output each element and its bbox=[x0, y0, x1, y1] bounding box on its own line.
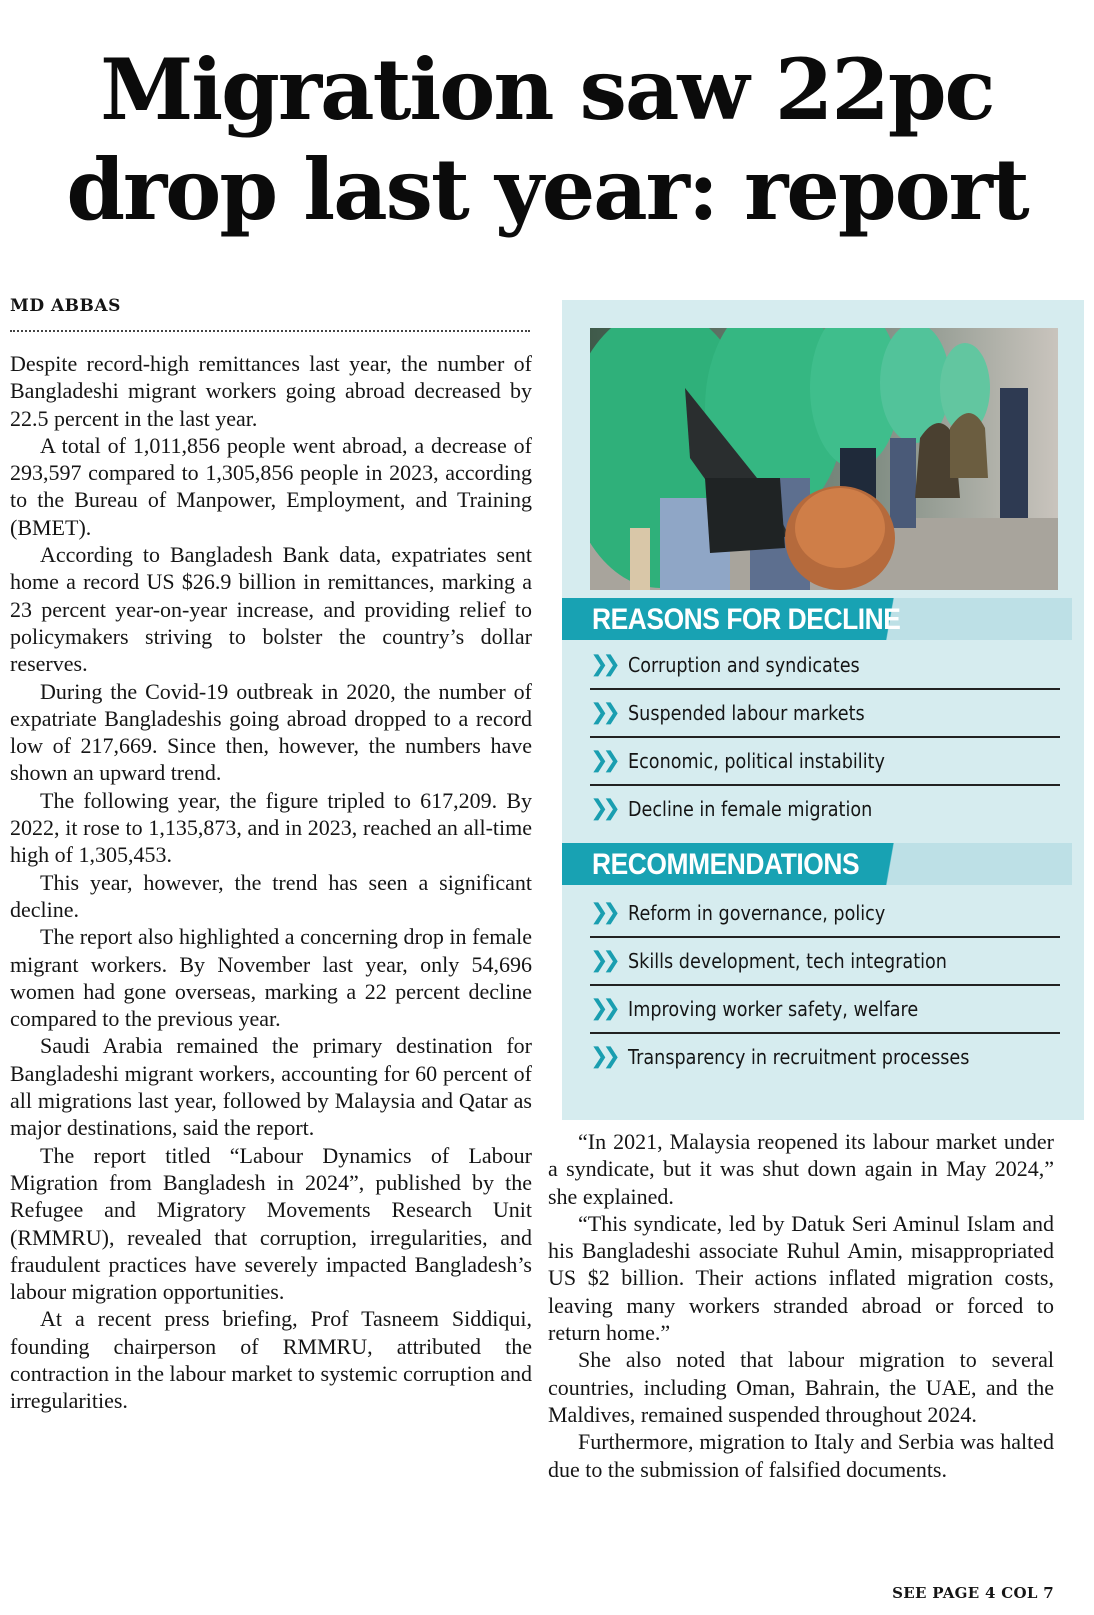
headline bbox=[0, 40, 1094, 240]
list-item bbox=[590, 1034, 1060, 1080]
continuation-jump[interactable]: SEE PAGE 4 COL 7 bbox=[892, 1584, 1054, 1602]
list-item bbox=[590, 890, 1060, 938]
list-item bbox=[590, 986, 1060, 1034]
double-chevron-icon: ❯❯ bbox=[590, 748, 615, 773]
paragraph: During the Covid-19 outbreak in 2020, the number of expatriate Bangladeshis going abroad dropped to a record low of 217,669. Since then, however, the numbers have shown an upward trend. bbox=[10, 678, 532, 786]
byline-divider bbox=[10, 330, 530, 332]
list-item-label: Suspended labour markets bbox=[628, 701, 865, 725]
list-item-label: Improving worker safety, welfare bbox=[628, 997, 919, 1021]
paragraph: She also noted that labour migration to several countries, including Oman, Bahrain, the UAE, and the Maldives, remained suspended throughout 2024. bbox=[548, 1347, 1054, 1427]
reasons-header bbox=[562, 598, 1072, 640]
headline-line-1: Migration saw 22pc bbox=[100, 40, 994, 139]
list-item-label: Decline in female migration bbox=[628, 797, 873, 821]
double-chevron-icon: ❯❯ bbox=[590, 996, 615, 1021]
list-item bbox=[590, 690, 1060, 738]
double-chevron-icon: ❯❯ bbox=[590, 1044, 615, 1069]
paragraph: At a recent press briefing, Prof Tasneem Siddiqui, founding chairperson of RMMRU, attributed the contraction in the labour market to systemic corruption and irregularities. bbox=[10, 1306, 532, 1414]
double-chevron-icon: ❯❯ bbox=[590, 652, 615, 677]
paragraph: Despite record-high remittances last year, the number of Bangladeshi migrant workers going abroad decreased by 22.5 percent in the last year. bbox=[10, 351, 532, 431]
paragraph: The report also highlighted a concerning drop in female migrant workers. By November last year, only 54,696 women had gone overseas, marking a 22 percent decline compared to the previous year. bbox=[10, 924, 532, 1032]
recommendations-header bbox=[562, 843, 1072, 885]
list-item bbox=[590, 642, 1060, 690]
reasons-list bbox=[590, 642, 1060, 832]
list-item-label: Skills development, tech integration bbox=[628, 949, 947, 973]
paragraph: “This syndicate, led by Datuk Seri Aminul Islam and his Bangladeshi associate Ruhul Amin, misappropriated US $2 billion. Their actions inflated migration costs, leaving many workers stranded abroad or forced to return home.” bbox=[548, 1210, 1054, 1346]
paragraph: This year, however, the trend has seen a significant decline. bbox=[10, 869, 532, 922]
double-chevron-icon: ❯❯ bbox=[590, 700, 615, 725]
article-column-1 bbox=[10, 350, 532, 1415]
list-item bbox=[590, 938, 1060, 986]
byline: MD ABBAS bbox=[10, 296, 121, 316]
list-item-label: Transparency in recruitment processes bbox=[628, 1045, 970, 1069]
migrant-workers-photo bbox=[590, 328, 1058, 590]
list-item bbox=[590, 786, 1060, 832]
factbox-sidebar bbox=[562, 300, 1084, 1120]
paragraph: Furthermore, migration to Italy and Serbia was halted due to the submission of falsified documents. bbox=[548, 1429, 1054, 1482]
paragraph: According to Bangladesh Bank data, expatriates sent home a record US $26.9 billion in remittances, marking a 23 percent year-on-year increase, and providing relief to policymakers striving to bolster the country’s dollar reserves. bbox=[10, 542, 532, 677]
article-column-2 bbox=[548, 1128, 1054, 1483]
double-chevron-icon: ❯❯ bbox=[590, 900, 615, 925]
double-chevron-icon: ❯❯ bbox=[590, 796, 615, 821]
recommendations-list bbox=[590, 890, 1060, 1080]
list-item-label: Economic, political instability bbox=[628, 749, 885, 773]
paragraph: A total of 1,011,856 people went abroad, a decrease of 293,597 compared to 1,305,856 people in 2023, according to the Bureau of Manpower, Employment, and Training (BMET). bbox=[10, 432, 532, 540]
double-chevron-icon: ❯❯ bbox=[590, 948, 615, 973]
list-item-label: Reform in governance, policy bbox=[628, 901, 886, 925]
paragraph: “In 2021, Malaysia reopened its labour market under a syndicate, but it was shut down again in May 2024,” she explained. bbox=[548, 1129, 1054, 1209]
reasons-title: REASONS FOR DECLINE bbox=[592, 603, 901, 636]
paragraph: Saudi Arabia remained the primary destination for Bangladeshi migrant workers, accounting for 60 percent of all migrations last year, followed by Malaysia and Qatar as major destinations, said the report. bbox=[10, 1033, 532, 1141]
list-item bbox=[590, 738, 1060, 786]
recommendations-title: RECOMMENDATIONS bbox=[592, 848, 860, 881]
list-item-label: Corruption and syndicates bbox=[628, 653, 860, 677]
paragraph: The report titled “Labour Dynamics of Labour Migration from Bangladesh in 2024”, published by the Refugee and Migratory Movements Research Unit (RMMRU), revealed that corruption, irregularities, and fraudulent practices have severely impacted Bangladesh’s labour migration opportunities. bbox=[10, 1142, 532, 1305]
headline-line-2: drop last year: report bbox=[66, 140, 1028, 239]
paragraph: The following year, the figure tripled to 617,209. By 2022, it rose to 1,135,873, and in 2023, reached an all-time high of 1,305,453. bbox=[10, 787, 532, 868]
